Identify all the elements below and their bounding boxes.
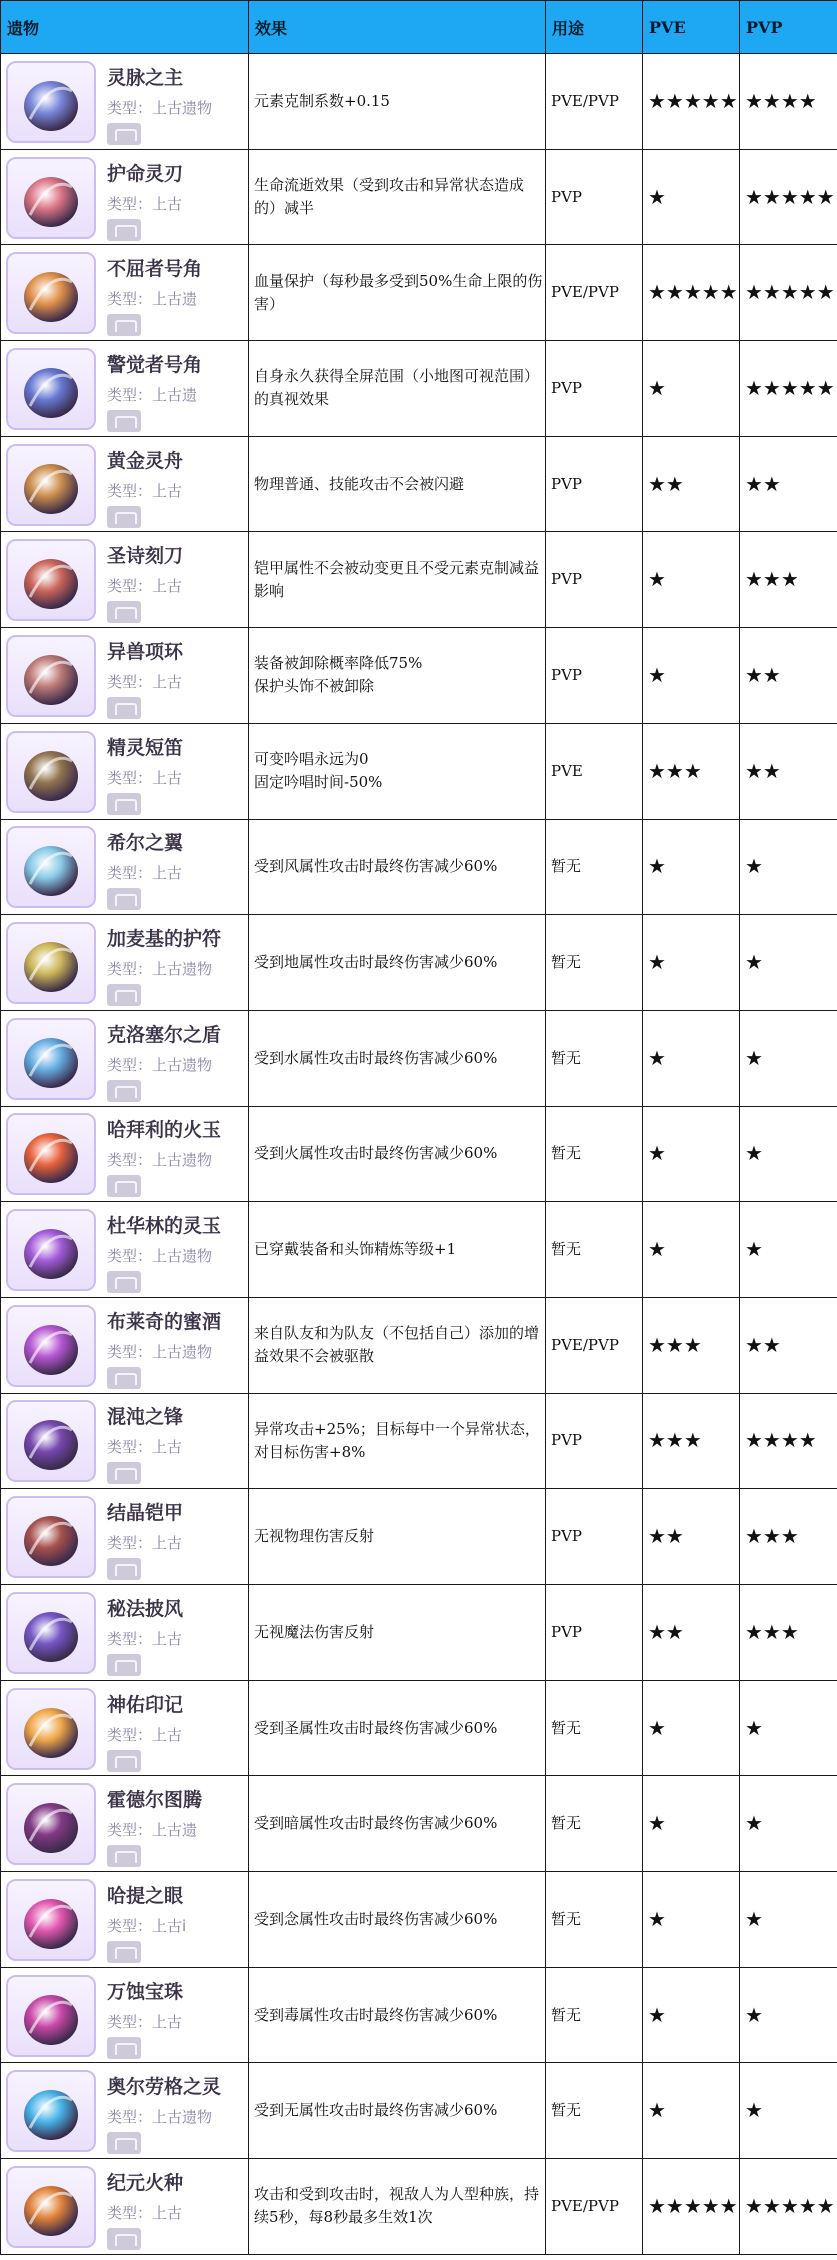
boat-icon xyxy=(16,452,86,522)
relic-cell xyxy=(1,149,249,245)
header-row xyxy=(1,1,837,54)
relic-type: 类型：上古遗物 xyxy=(107,98,213,117)
table-row xyxy=(1,149,837,245)
effect-cell: 受到火属性攻击时最终伤害减少60% xyxy=(249,1106,546,1202)
use-cell: PVP xyxy=(546,1585,643,1681)
blue-orb-icon xyxy=(16,2078,86,2148)
relic-name: 灵脉之主 xyxy=(107,66,184,89)
effect-cell: 血量保护（每秒最多受到50%生命上限的伤害） xyxy=(249,245,546,341)
pve-rating: ★ xyxy=(643,1202,740,1298)
effect-cell: 元素克制系数+0.15 xyxy=(249,54,546,150)
relic-cell xyxy=(1,436,249,532)
pve-rating: ★ xyxy=(643,2063,740,2159)
header-relic: 遗物 xyxy=(1,1,249,54)
pve-rating: ★★★ xyxy=(643,723,740,819)
relic-name: 结晶铠甲 xyxy=(107,1502,184,1525)
pve-rating: ★★★★★ xyxy=(643,245,740,341)
effect-cell: 已穿戴装备和头饰精炼等级+1 xyxy=(249,1202,546,1298)
wing-icon xyxy=(16,834,86,904)
relic-cell xyxy=(1,819,249,915)
pve-rating: ★ xyxy=(643,532,740,628)
table-row xyxy=(1,1585,837,1681)
relic-icon-card[interactable] xyxy=(6,1975,96,2057)
pvp-rating: ★★ xyxy=(740,723,837,819)
relic-icon-card[interactable] xyxy=(6,1209,96,1291)
relic-name: 万蚀宝珠 xyxy=(107,1980,184,2003)
relic-icon-card[interactable] xyxy=(6,1879,96,1961)
table-row xyxy=(1,245,837,341)
relic-name: 异兽项环 xyxy=(107,640,184,663)
relic-type: 类型：上古遗物 xyxy=(107,1247,213,1266)
table-row xyxy=(1,436,837,532)
effect-cell: 铠甲属性不会被动变更且不受元素克制减益影响 xyxy=(249,532,546,628)
horn-icon xyxy=(16,260,86,330)
pvp-rating: ★ xyxy=(740,915,837,1011)
relic-name: 精灵短笛 xyxy=(107,736,184,759)
relic-name: 纪元火种 xyxy=(107,2171,184,2194)
relic-type: 类型：上古 xyxy=(107,864,183,883)
relic-icon-card[interactable] xyxy=(6,1113,96,1195)
relic-icon-card[interactable] xyxy=(6,1783,96,1865)
relic-cell xyxy=(1,1010,249,1106)
use-cell: 暂无 xyxy=(546,1872,643,1968)
effect-cell: 受到无属性攻击时最终伤害减少60% xyxy=(249,2063,546,2159)
use-cell: 暂无 xyxy=(546,1776,643,1872)
relic-cell xyxy=(1,628,249,724)
pve-rating: ★ xyxy=(643,915,740,1011)
pve-rating: ★★★★★ xyxy=(643,2159,740,2255)
relic-type: 类型：上古遗 xyxy=(107,290,198,309)
use-cell: PVE xyxy=(546,723,643,819)
book-icon[interactable] xyxy=(107,1654,141,1676)
relic-name: 哈拜利的火玉 xyxy=(107,1119,222,1142)
book-icon[interactable] xyxy=(107,1558,141,1580)
table-row xyxy=(1,532,837,628)
pvp-rating: ★ xyxy=(740,1106,837,1202)
pve-rating: ★★★ xyxy=(643,1297,740,1393)
relic-name: 混沌之锋 xyxy=(107,1406,184,1429)
table-row xyxy=(1,1202,837,1298)
table-row xyxy=(1,819,837,915)
effect-cell: 受到念属性攻击时最终伤害减少60% xyxy=(249,1872,546,1968)
book-icon[interactable] xyxy=(107,2228,141,2250)
relic-cell xyxy=(1,245,249,341)
effect-cell: 生命流逝效果（受到攻击和异常状态造成的）减半 xyxy=(249,149,546,245)
crystal-scepter-icon xyxy=(16,69,86,139)
pvp-rating: ★★★★ xyxy=(740,54,837,150)
relic-cell xyxy=(1,1967,249,2063)
dagger-icon xyxy=(16,165,86,235)
relic-type: 类型：上古 xyxy=(107,1534,183,1553)
relic-type: 类型：上古遗物 xyxy=(107,960,213,979)
book-icon[interactable] xyxy=(107,793,141,815)
relic-type: 类型：上古遗物 xyxy=(107,2108,213,2127)
relic-type: 类型：上古i xyxy=(107,1916,187,1935)
relic-type: 类型：上古遗物 xyxy=(107,1151,213,1170)
poison-orb-icon xyxy=(16,1983,86,2053)
relic-icon-card[interactable] xyxy=(6,252,96,334)
pve-rating: ★★ xyxy=(643,1489,740,1585)
relic-cell xyxy=(1,532,249,628)
effect-cell: 装备被卸除概率降低75% 保护头饰不被卸除 xyxy=(249,628,546,724)
effect-cell: 攻击和受到攻击时，视敌人为人型种族，持续5秒，每8秒最多生效1次 xyxy=(249,2159,546,2255)
table-row xyxy=(1,1489,837,1585)
relic-name: 克洛塞尔之盾 xyxy=(107,1023,222,1046)
pvp-rating: ★★ xyxy=(740,436,837,532)
use-cell: 暂无 xyxy=(546,915,643,1011)
relic-icon-card[interactable] xyxy=(6,2070,96,2152)
holy-orb-icon xyxy=(16,1696,86,1766)
book-icon[interactable] xyxy=(107,1080,141,1102)
relic-cell xyxy=(1,1202,249,1298)
effect-cell: 物理普通、技能攻击不会被闪避 xyxy=(249,436,546,532)
use-cell: PVP xyxy=(546,1489,643,1585)
book-icon[interactable] xyxy=(107,697,141,719)
book-icon[interactable] xyxy=(107,601,141,623)
relic-type: 类型：上古 xyxy=(107,768,183,787)
pve-rating: ★ xyxy=(643,1010,740,1106)
relic-type: 类型：上古 xyxy=(107,672,183,691)
use-cell: 暂无 xyxy=(546,1202,643,1298)
table-row xyxy=(1,628,837,724)
pve-rating: ★ xyxy=(643,1680,740,1776)
effect-cell: 受到地属性攻击时最终伤害减少60% xyxy=(249,915,546,1011)
pve-rating: ★★★★★ xyxy=(643,54,740,150)
relic-type: 类型：上古 xyxy=(107,481,183,500)
effect-cell: 可变吟唱永远为0 固定吟唱时间-50% xyxy=(249,723,546,819)
pvp-rating: ★★★★★ xyxy=(740,341,837,437)
book-icon[interactable] xyxy=(107,984,141,1006)
header-effect: 效果 xyxy=(249,1,546,54)
book-icon[interactable] xyxy=(107,2132,141,2154)
relic-name: 哈提之眼 xyxy=(107,1884,184,1907)
relic-icon-card[interactable] xyxy=(6,1688,96,1770)
dark-orb-icon xyxy=(16,1791,86,1861)
effect-cell: 受到水属性攻击时最终伤害减少60% xyxy=(249,1010,546,1106)
pve-rating: ★ xyxy=(643,1106,740,1202)
book-icon[interactable] xyxy=(107,1845,141,1867)
use-cell: PVP xyxy=(546,149,643,245)
relic-icon-card[interactable] xyxy=(6,1305,96,1387)
fire-orb-icon xyxy=(16,1121,86,1191)
relic-icon-card[interactable] xyxy=(6,1400,96,1482)
relic-icon-card[interactable] xyxy=(6,348,96,430)
relic-icon-card[interactable] xyxy=(6,539,96,621)
table-row xyxy=(1,54,837,150)
effect-cell: 受到暗属性攻击时最终伤害减少60% xyxy=(249,1776,546,1872)
table-row xyxy=(1,1776,837,1872)
relic-icon-card[interactable] xyxy=(6,731,96,813)
relic-name: 加麦基的护符 xyxy=(107,928,222,951)
table-row xyxy=(1,1967,837,2063)
book-icon[interactable] xyxy=(107,123,141,145)
relic-type: 类型：上古 xyxy=(107,2012,183,2031)
pve-rating: ★ xyxy=(643,1967,740,2063)
pve-rating: ★ xyxy=(643,1872,740,1968)
table-row xyxy=(1,2159,837,2255)
header-use: 用途 xyxy=(546,1,643,54)
relic-cell xyxy=(1,723,249,819)
pink-orb-icon xyxy=(16,1887,86,1957)
flute-icon xyxy=(16,739,86,809)
knife-icon xyxy=(16,547,86,617)
relic-cell xyxy=(1,1489,249,1585)
book-icon[interactable] xyxy=(107,1462,141,1484)
use-cell: PVP xyxy=(546,436,643,532)
cloak-icon xyxy=(16,1600,86,1670)
table-row xyxy=(1,915,837,1011)
relic-name: 黄金灵舟 xyxy=(107,449,184,472)
use-cell: PVE/PVP xyxy=(546,245,643,341)
relic-icon-card[interactable] xyxy=(6,1018,96,1100)
chalice-icon xyxy=(16,1313,86,1383)
table-row xyxy=(1,1106,837,1202)
use-cell: PVP xyxy=(546,628,643,724)
relic-name: 霍德尔图腾 xyxy=(107,1789,203,1812)
pvp-rating: ★★★★★ xyxy=(740,2159,837,2255)
relic-type: 类型：上古遗物 xyxy=(107,1342,213,1361)
relic-cell xyxy=(1,915,249,1011)
book-icon[interactable] xyxy=(107,1941,141,1963)
relic-cell xyxy=(1,1776,249,1872)
relic-name: 警觉者号角 xyxy=(107,353,203,376)
pvp-rating: ★★★ xyxy=(740,1585,837,1681)
relic-icon-card[interactable] xyxy=(6,157,96,239)
effect-cell: 无视魔法伤害反射 xyxy=(249,1585,546,1681)
relic-name: 希尔之翼 xyxy=(107,832,184,855)
use-cell: 暂无 xyxy=(546,1010,643,1106)
effect-cell: 无视物理伤害反射 xyxy=(249,1489,546,1585)
relic-cell xyxy=(1,2159,249,2255)
book-icon[interactable] xyxy=(107,219,141,241)
use-cell: PVP xyxy=(546,341,643,437)
pvp-rating: ★ xyxy=(740,1010,837,1106)
relic-name: 不屈者号角 xyxy=(107,258,203,281)
table-row xyxy=(1,341,837,437)
use-cell: PVP xyxy=(546,1393,643,1489)
pvp-rating: ★ xyxy=(740,1967,837,2063)
pve-rating: ★ xyxy=(643,628,740,724)
relic-cell xyxy=(1,1680,249,1776)
relic-cell xyxy=(1,1297,249,1393)
pvp-rating: ★ xyxy=(740,819,837,915)
relic-type: 类型：上古 xyxy=(107,1629,183,1648)
relic-name: 圣诗刻刀 xyxy=(107,545,184,568)
table-row xyxy=(1,723,837,819)
relic-cell xyxy=(1,2063,249,2159)
book-icon[interactable] xyxy=(107,2037,141,2059)
header-pve: PVE xyxy=(643,1,740,54)
pve-rating: ★ xyxy=(643,149,740,245)
relic-type: 类型：上古 xyxy=(107,1438,183,1457)
amulet-icon xyxy=(16,930,86,1000)
shield-icon xyxy=(16,1026,86,1096)
relic-type: 类型：上古遗 xyxy=(107,385,198,404)
armor-icon xyxy=(16,1504,86,1574)
relic-icon-card[interactable] xyxy=(6,2166,96,2248)
relic-cell xyxy=(1,1585,249,1681)
relic-name: 布莱奇的蜜酒 xyxy=(107,1310,222,1333)
use-cell: PVE/PVP xyxy=(546,2159,643,2255)
relic-icon-card[interactable] xyxy=(6,922,96,1004)
pvp-rating: ★ xyxy=(740,1872,837,1968)
header-pvp: PVP xyxy=(740,1,837,54)
effect-cell: 异常攻击+25%；目标每中一个异常状态，对目标伤害+8% xyxy=(249,1393,546,1489)
pvp-rating: ★ xyxy=(740,1776,837,1872)
pve-rating: ★ xyxy=(643,1776,740,1872)
effect-cell: 受到圣属性攻击时最终伤害减少60% xyxy=(249,1680,546,1776)
pvp-rating: ★★ xyxy=(740,628,837,724)
ember-icon xyxy=(16,2174,86,2244)
effect-cell: 自身永久获得全屏范围（小地图可视范围）的真视效果 xyxy=(249,341,546,437)
relic-icon-card[interactable] xyxy=(6,1496,96,1578)
relic-name: 奥尔劳格之灵 xyxy=(107,2076,222,2099)
use-cell: 暂无 xyxy=(546,819,643,915)
relic-cell xyxy=(1,341,249,437)
horn-icon xyxy=(16,356,86,426)
use-cell: 暂无 xyxy=(546,1680,643,1776)
relic-icon-card[interactable] xyxy=(6,61,96,143)
relic-cell xyxy=(1,1872,249,1968)
table-row xyxy=(1,2063,837,2159)
necklace-icon xyxy=(16,643,86,713)
relic-name: 神佑印记 xyxy=(107,1693,184,1716)
use-cell: PVP xyxy=(546,532,643,628)
relic-name: 护命灵刃 xyxy=(107,162,184,185)
pvp-rating: ★ xyxy=(740,2063,837,2159)
relic-icon-card[interactable] xyxy=(6,444,96,526)
relic-cell xyxy=(1,1393,249,1489)
pve-rating: ★ xyxy=(643,819,740,915)
pve-rating: ★★★ xyxy=(643,1393,740,1489)
book-icon[interactable] xyxy=(107,1175,141,1197)
pvp-rating: ★ xyxy=(740,1680,837,1776)
relic-cell xyxy=(1,54,249,150)
purple-orb-icon xyxy=(16,1217,86,1287)
relic-icon-card[interactable] xyxy=(6,635,96,717)
pve-rating: ★★ xyxy=(643,1585,740,1681)
book-icon[interactable] xyxy=(107,1367,141,1389)
relic-type: 类型：上古 xyxy=(107,1725,183,1744)
use-cell: 暂无 xyxy=(546,1967,643,2063)
pvp-rating: ★★★★★ xyxy=(740,245,837,341)
relic-type: 类型：上古 xyxy=(107,577,183,596)
book-icon[interactable] xyxy=(107,1271,141,1293)
pvp-rating: ★★★★★ xyxy=(740,149,837,245)
effect-cell: 受到风属性攻击时最终伤害减少60% xyxy=(249,819,546,915)
book-icon[interactable] xyxy=(107,1750,141,1772)
table-row xyxy=(1,1297,837,1393)
table-row xyxy=(1,1393,837,1489)
table-row xyxy=(1,1010,837,1106)
pve-rating: ★★ xyxy=(643,436,740,532)
pve-rating: ★ xyxy=(643,341,740,437)
pvp-rating: ★★★ xyxy=(740,1489,837,1585)
pvp-rating: ★★★ xyxy=(740,532,837,628)
relic-type: 类型：上古 xyxy=(107,194,183,213)
use-cell: 暂无 xyxy=(546,1106,643,1202)
relic-icon-card[interactable] xyxy=(6,826,96,908)
book-icon[interactable] xyxy=(107,314,141,336)
blade-icon xyxy=(16,1408,86,1478)
relic-cell xyxy=(1,1106,249,1202)
relic-type: 类型：上古遗 xyxy=(107,1821,198,1840)
relic-name: 杜华林的灵玉 xyxy=(107,1215,222,1238)
use-cell: 暂无 xyxy=(546,2063,643,2159)
use-cell: PVE/PVP xyxy=(546,1297,643,1393)
table-row xyxy=(1,1872,837,1968)
pvp-rating: ★★★★ xyxy=(740,1393,837,1489)
relic-type: 类型：上古遗物 xyxy=(107,1055,213,1074)
pvp-rating: ★ xyxy=(740,1202,837,1298)
use-cell: PVE/PVP xyxy=(546,54,643,150)
relic-type: 类型：上古 xyxy=(107,2203,183,2222)
pvp-rating: ★★ xyxy=(740,1297,837,1393)
effect-cell: 来自队友和为队友（不包括自己）添加的增益效果不会被驱散 xyxy=(249,1297,546,1393)
relic-icon-card[interactable] xyxy=(6,1592,96,1674)
effect-cell: 受到毒属性攻击时最终伤害减少60% xyxy=(249,1967,546,2063)
relic-name: 秘法披风 xyxy=(107,1597,184,1620)
book-icon[interactable] xyxy=(107,506,141,528)
book-icon[interactable] xyxy=(107,888,141,910)
table-row xyxy=(1,1680,837,1776)
book-icon[interactable] xyxy=(107,410,141,432)
